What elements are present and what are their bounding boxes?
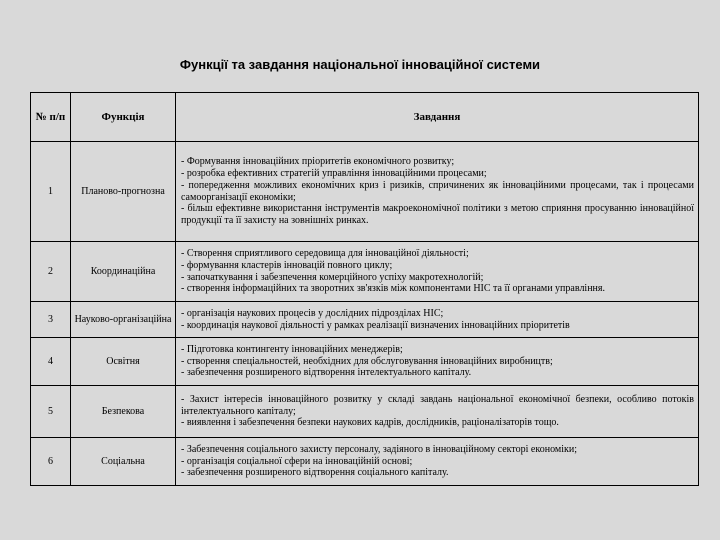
table-row xyxy=(31,142,699,242)
task-item: - започаткування і забезпечення комерційного успіху макротехнологій; xyxy=(181,271,484,283)
task-item: - Створення сприятливого середовища для інноваційної діяльності; xyxy=(181,247,469,259)
task-item: - Підготовка контингенту інноваційних менеджерів; xyxy=(181,343,403,355)
table-row xyxy=(31,438,699,486)
row-num: 1 xyxy=(31,142,71,242)
task-item: - Захист інтересів інноваційного розвитку у складі завдань національної економічної безпеки, особливо потоків інтелектуального капіталу; xyxy=(181,393,694,417)
row-num: 2 xyxy=(31,242,71,302)
row-tasks xyxy=(176,338,699,386)
task-item: - забезпечення розширеного відтворення соціального капіталу. xyxy=(181,467,449,479)
row-tasks xyxy=(176,386,699,438)
row-function: Соціальна xyxy=(71,438,176,486)
functions-table xyxy=(30,92,699,486)
task-item: - координація наукової діяльності у рамках реалізації визначених інноваційних пріоритетів xyxy=(181,319,570,331)
table-row xyxy=(31,386,699,438)
table-row xyxy=(31,242,699,302)
task-item: - попередження можливих економічних криз і ризиків, спричинених як інноваційними процесами, так і процесами самоорганізації економіки; xyxy=(181,179,694,203)
row-function: Координаційна xyxy=(71,242,176,302)
task-item: - організація наукових процесів у дослідних підрозділах НІС; xyxy=(181,307,444,319)
task-item: - формування кластерів інновацій повного циклу; xyxy=(181,259,393,271)
table-body xyxy=(31,142,699,486)
row-num: 5 xyxy=(31,386,71,438)
task-item: - організація соціальної сфери на інноваційній основі; xyxy=(181,455,413,467)
table-header-row xyxy=(31,93,699,142)
row-tasks xyxy=(176,142,699,242)
task-item: - Формування інноваційних пріоритетів економічного розвитку; xyxy=(181,156,455,168)
row-function: Науково-організаційна xyxy=(71,302,176,338)
header-tasks: Завдання xyxy=(176,93,699,142)
row-tasks xyxy=(176,302,699,338)
task-item: - Забезпечення соціального захисту персоналу, задіяного в інноваційному секторі економіки; xyxy=(181,443,577,455)
task-item: - більш ефективне використання інструментів макроекономічної політики з метою сприяння просуванню інноваційної продукції та її захисту на зовнішніх ринках. xyxy=(181,203,694,227)
table-row xyxy=(31,302,699,338)
row-num: 4 xyxy=(31,338,71,386)
header-function: Функція xyxy=(71,93,176,142)
row-function: Планово-прогнозна xyxy=(71,142,176,242)
row-tasks xyxy=(176,242,699,302)
row-num: 3 xyxy=(31,302,71,338)
table-row xyxy=(31,338,699,386)
task-item: - виявлення і забезпечення безпеки наукових кадрів, дослідників, раціоналізаторів тощо. xyxy=(181,417,559,429)
row-tasks xyxy=(176,438,699,486)
task-item: - створення інформаційних та зворотних зв'язків між компонентами НІС та її органами управління. xyxy=(181,283,606,295)
task-item: - забезпечення розширеного відтворення інтелектуального капіталу. xyxy=(181,367,472,379)
page-title: Функції та завдання національної інноваційної системи xyxy=(179,57,541,72)
row-function: Освітня xyxy=(71,338,176,386)
task-item: - розробка ефективних стратегій управління інноваційними процесами; xyxy=(181,167,487,179)
task-item: - створення спеціальностей, необхідних для обслуговування інноваційних виробництв; xyxy=(181,355,553,367)
header-num: № п/п xyxy=(31,93,71,142)
row-num: 6 xyxy=(31,438,71,486)
row-function: Безпекова xyxy=(71,386,176,438)
